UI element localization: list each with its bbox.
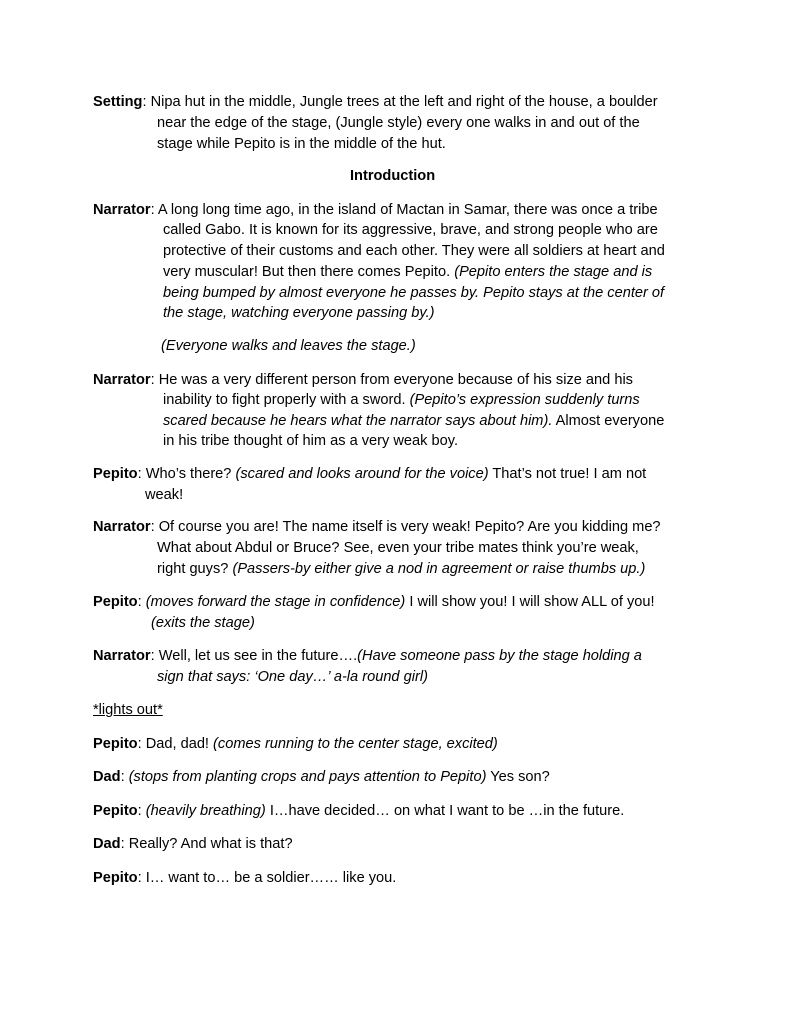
narrator-4-line-2: sign that says: ‘One day…’ a-la round girl) — [157, 669, 428, 685]
setting-text: Nipa hut in the middle, Jungle trees at the left and right of the house, a boulder — [150, 94, 658, 110]
dad-2-line: Dad: Really? And what is that? — [93, 836, 293, 852]
stage-direction: (Have someone pass by the stage holding a — [357, 648, 642, 664]
stage-direction: (comes running to the center stage, excited) — [213, 736, 498, 752]
speaker-pepito: Pepito — [93, 803, 138, 819]
narrator-3-line-1: Narrator: Of course you are! The name itself is very weak! Pepito? Are you kidding me? — [93, 519, 661, 535]
pepito-2-line-2: (exits the stage) — [151, 615, 255, 631]
stage-direction: (stops from planting crops and pays attention to Pepito) — [128, 769, 487, 785]
stage-direction-everyone-leaves: (Everyone walks and leaves the stage.) — [161, 338, 416, 354]
narrator-1-line-2: called Gabo. It is known for its aggressive, brave, and strong people who are — [163, 222, 658, 238]
narrator-2-line-2: inability to fight properly with a sword. (Pepito’s expression suddenly turns — [163, 392, 640, 408]
pepito-3-line: Pepito: Dad, dad! (comes running to the center stage, excited) — [93, 736, 498, 752]
speaker-narrator: Narrator — [93, 648, 151, 664]
narrator-4-line-1: Narrator: Well, let us see in the future….(Have someone pass by the stage holding a — [93, 648, 642, 664]
speaker-narrator: Narrator — [93, 519, 151, 535]
narrator-3-line-3: right guys? (Passers-by either give a nod in agreement or raise thumbs up.) — [157, 561, 646, 577]
narrator-2-line-4: in his tribe thought of him as a very weak boy. — [163, 433, 458, 449]
narrator-1-line-6: the stage, watching everyone passing by.) — [163, 305, 435, 321]
speaker-dad: Dad — [93, 769, 121, 785]
pepito-1-line-1: Pepito: Who’s there? (scared and looks around for the voice) That’s not true! I am not — [93, 466, 647, 482]
stage-direction: scared because he hears what the narrator says about him). — [163, 413, 553, 429]
pepito-1-line-2: weak! — [145, 487, 184, 503]
stage-direction: (Passers-by either give a nod in agreement or raise thumbs up.) — [232, 561, 646, 577]
stage-direction: (scared and looks around for the voice) — [235, 466, 489, 482]
speaker-narrator: Narrator — [93, 372, 151, 388]
speaker-pepito: Pepito — [93, 466, 138, 482]
narrator-2-line-3: scared because he hears what the narrator says about him). Almost everyone — [163, 413, 665, 429]
narrator-1-line-4: very muscular! But then there comes Pepito. (Pepito enters the stage and is — [163, 264, 653, 280]
narrator-3-line-2: What about Abdul or Bruce? See, even your tribe mates think you’re weak, — [157, 540, 639, 556]
narrator-1-line-5: being bumped by almost everyone he passes by. Pepito stays at the center of — [163, 285, 665, 301]
narrator-1-line-3: protective of their customs and each other. They were all soldiers at heart and — [163, 243, 665, 259]
stage-direction: (Pepito’s expression suddenly turns — [409, 392, 640, 408]
speaker-narrator: Narrator — [93, 202, 151, 218]
setting-line-3: stage while Pepito is in the middle of the hut. — [157, 136, 446, 152]
stage-direction: (heavily breathing) — [145, 803, 266, 819]
dad-1-line: Dad: (stops from planting crops and pays attention to Pepito) Yes son? — [93, 769, 550, 785]
narrator-2-line-1: Narrator: He was a very different person from everyone because of his size and his — [93, 372, 633, 388]
speaker-pepito: Pepito — [93, 594, 138, 610]
pepito-5-line: Pepito: I… want to… be a soldier…… like you. — [93, 870, 397, 886]
pepito-2-line-1: Pepito: (moves forward the stage in confidence) I will show you! I will show ALL of you! — [93, 594, 655, 610]
setting-line-1: Setting: Nipa hut in the middle, Jungle trees at the left and right of the house, a boulder — [93, 94, 658, 110]
pepito-4-line: Pepito: (heavily breathing) I…have decided… on what I want to be …in the future. — [93, 803, 625, 819]
setting-label: Setting — [93, 94, 143, 110]
speaker-pepito: Pepito — [93, 736, 138, 752]
setting-line-2: near the edge of the stage, (Jungle style) every one walks in and out of the — [157, 115, 640, 131]
section-heading: Introduction — [350, 168, 436, 184]
speaker-pepito: Pepito — [93, 870, 138, 886]
speaker-dad: Dad — [93, 836, 121, 852]
stage-direction: (Pepito enters the stage and is — [454, 264, 653, 280]
narrator-1-line-1: Narrator: A long long time ago, in the island of Mactan in Samar, there was once a tribe — [93, 202, 658, 218]
lights-out-cue: *lights out* — [93, 702, 163, 718]
stage-direction: (moves forward the stage in confidence) — [145, 594, 406, 610]
